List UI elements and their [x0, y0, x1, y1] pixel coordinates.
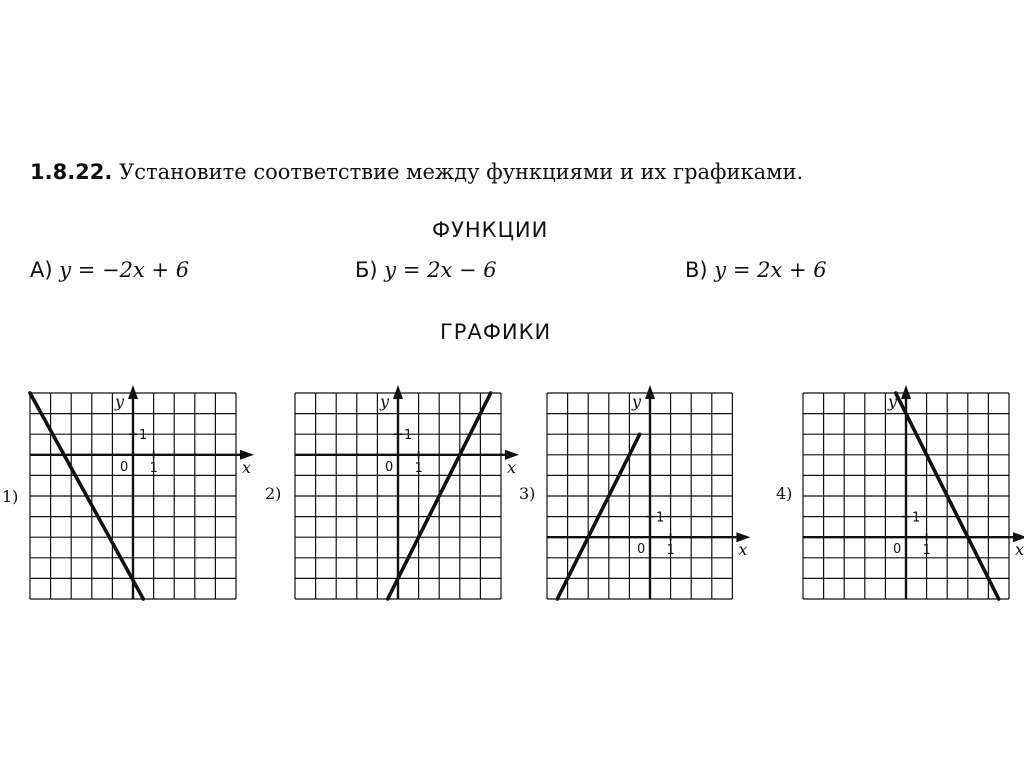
x-unit-label: 1 — [149, 460, 158, 476]
y-unit-label: 1 — [404, 428, 413, 444]
x-unit-label: 1 — [414, 460, 423, 476]
y-unit-label: 1 — [912, 510, 921, 526]
graph-3 — [547, 392, 748, 599]
problem-number: 1.8.22. — [30, 160, 113, 184]
origin-label: 0 — [637, 542, 646, 558]
function-b — [355, 258, 497, 282]
x-unit-label: 1 — [666, 543, 675, 559]
y-axis-arrow — [645, 385, 655, 399]
origin-label: 0 — [120, 459, 129, 475]
y-axis-label: y — [888, 392, 898, 411]
problem-statement — [30, 160, 803, 184]
graph-1 — [30, 392, 252, 599]
graph-number: 3) — [519, 484, 536, 503]
y-axis-label: y — [380, 392, 390, 411]
y-axis-arrow — [901, 385, 911, 399]
y-unit-label: 1 — [139, 428, 148, 444]
function-equation: y = −2x + 6 — [59, 258, 190, 282]
graphs-heading: ГРАФИКИ — [440, 320, 552, 344]
graph-number: 1) — [2, 487, 19, 506]
graph-number: 4) — [776, 484, 793, 503]
x-axis-label: x — [242, 457, 252, 477]
problem-text: Установите соответствие между функциями и их графиками. — [119, 160, 804, 184]
function-equation: y = 2x − 6 — [384, 258, 497, 282]
function-equation: y = 2x + 6 — [714, 258, 827, 282]
graph-number: 2) — [265, 484, 282, 503]
graph-2 — [295, 392, 517, 599]
x-unit-label: 1 — [922, 543, 931, 559]
x-axis-label: x — [738, 540, 748, 560]
function-label: Б) — [355, 258, 378, 282]
y-axis-arrow — [393, 385, 403, 399]
y-unit-label: 1 — [656, 510, 665, 526]
function-a — [30, 258, 189, 282]
functions-heading: ФУНКЦИИ — [432, 218, 549, 242]
function-c — [685, 258, 827, 282]
graph-4 — [803, 392, 1024, 599]
function-label: В) — [685, 258, 708, 282]
x-axis-label: x — [1015, 540, 1024, 560]
function-label: А) — [30, 258, 53, 282]
y-axis-arrow — [128, 385, 138, 399]
origin-label: 0 — [385, 459, 394, 475]
y-axis-label: y — [115, 392, 125, 411]
origin-label: 0 — [893, 542, 902, 558]
y-axis-label: y — [632, 392, 642, 411]
x-axis-label: x — [507, 457, 517, 477]
